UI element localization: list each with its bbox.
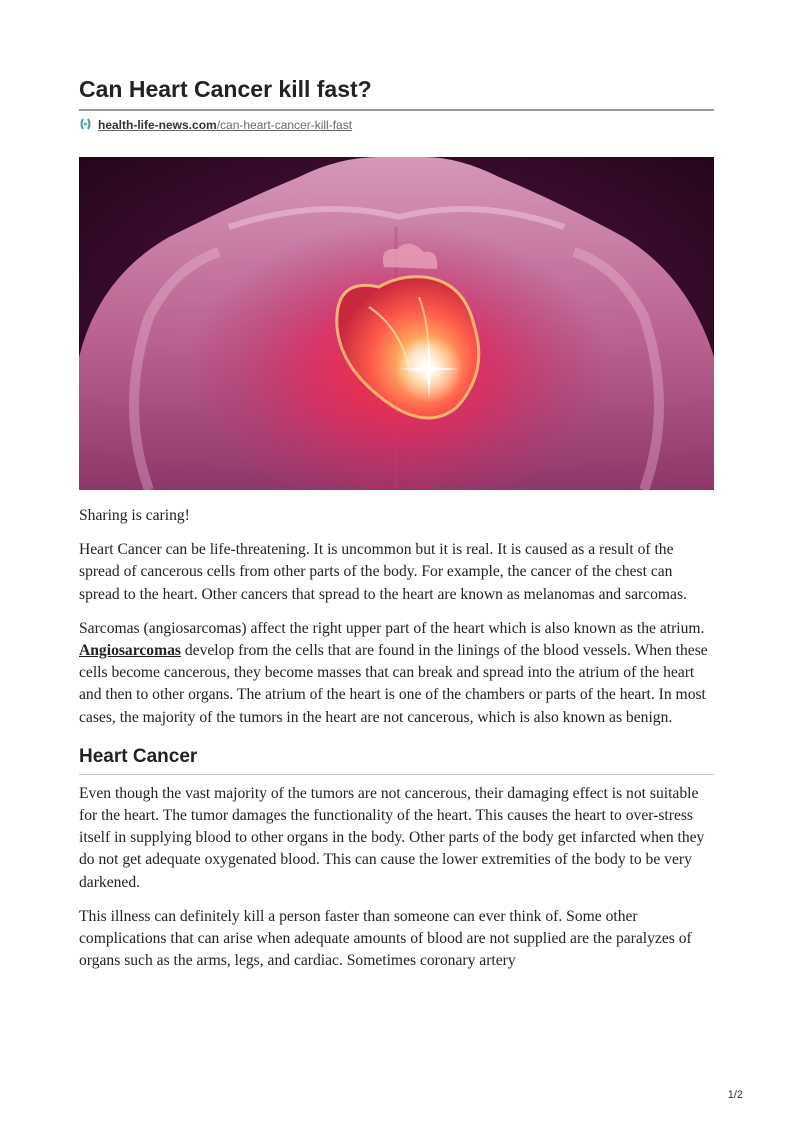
source-line (79, 117, 352, 133)
page-number: 1/2 (727, 1089, 743, 1101)
source-link[interactable]: health-life-news.com/can-heart-cancer-kill-fast (98, 118, 353, 132)
site-favicon-icon (79, 117, 93, 134)
title-divider (79, 109, 714, 111)
sharing-line: Sharing is caring! (79, 507, 190, 524)
intro-paragraph: Heart Cancer can be life-threatening. It is uncommon but it is real. It is caused as a result of the spread of cancerous cells from other parts of the body. For example, the cancer of the chest can spread to the heart. Other cancers that spread to the heart are known as melanomas and sarcomas. (79, 541, 687, 603)
section-paragraph-2: This illness can definitely kill a person faster than someone can ever think of. Some other complications that can arise when adequate amounts of blood are not supplied are the paralyzes of organs such as the arms, legs, and cardiac. Sometimes coronary artery (79, 907, 692, 970)
sarcoma-paragraph: Sarcomas (angiosarcomas) affect the right upper part of the heart which is also known as the atrium. Angiosarcomas develop from the cells that are found in the linings of the blood vessels. When these cells become cancerous, they become masses that can break and spread into the atrium of the heart and then to other organs. The atrium of the heart is one of the chambers or parts of the heart. In most cases, the majority of the tumors in the heart are not cancerous, which is also known as benign. (79, 619, 708, 726)
hero-image (79, 157, 714, 490)
section-divider (79, 774, 714, 775)
section-heading: Heart Cancer (79, 745, 198, 767)
article-body (79, 505, 714, 984)
angiosarcomas-link[interactable]: Angiosarcomas (79, 642, 181, 660)
section-paragraph-1: Even though the vast majority of the tumors are not cancerous, their damaging effect is not suitable for the heart. The tumor damages the functionality of the heart. This causes the heart to over-stress itself in supplying blood to other organs in the body. Other parts of the body get infarcted when they do not get adequate oxygenated blood. This can cause the lower extremities of the body to be very darkened. (79, 784, 705, 891)
page-title: Can Heart Cancer kill fast? (79, 76, 372, 102)
